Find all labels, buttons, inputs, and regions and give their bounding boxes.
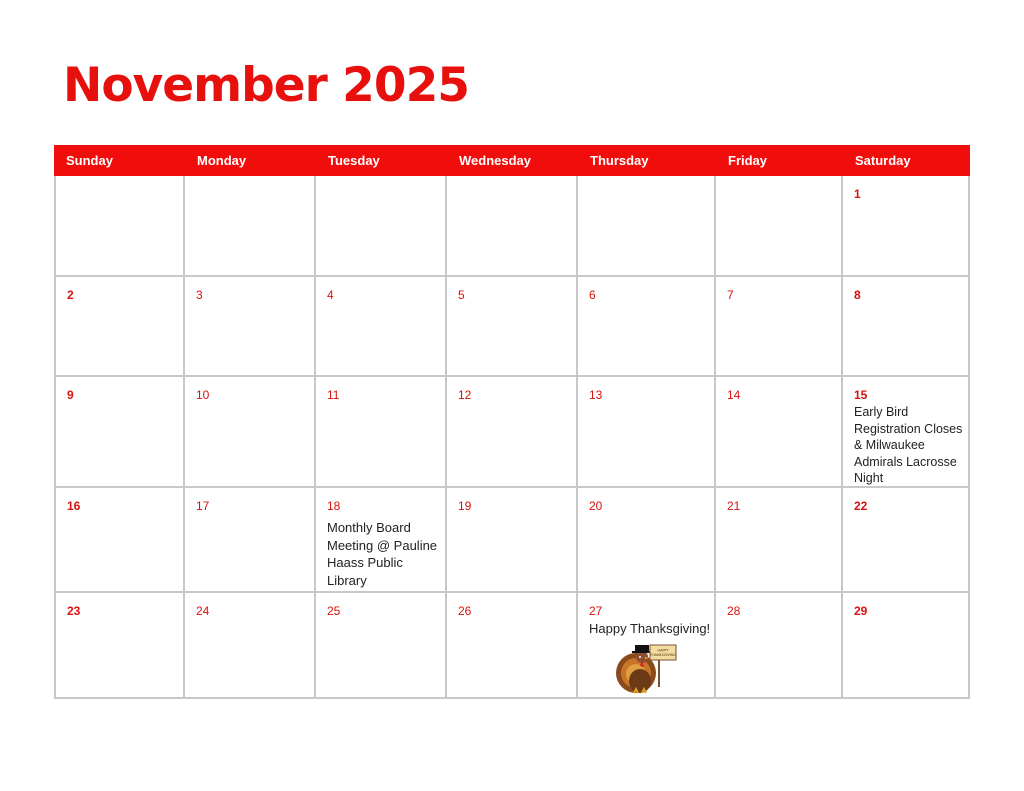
day-cell-20 (578, 488, 716, 593)
empty-day-cell (54, 176, 185, 277)
day-cell-21 (716, 488, 843, 593)
turkey-icon (614, 639, 678, 697)
day-cell-11 (316, 377, 447, 488)
weekday-header-tuesday: Tuesday (316, 145, 447, 176)
day-number: 16 (67, 499, 81, 513)
turkey-sign-text: THANKSGIVING (650, 653, 676, 657)
day-number: 19 (458, 499, 472, 513)
day-number: 12 (458, 388, 472, 402)
day-cell-27 (578, 593, 716, 699)
day-number: 15 (854, 388, 868, 402)
empty-day-cell (716, 176, 843, 277)
day-number: 26 (458, 604, 472, 618)
day-number: 20 (589, 499, 603, 513)
day-cell-18 (316, 488, 447, 593)
day-cell-29 (843, 593, 970, 699)
day-number: 29 (854, 604, 868, 618)
day-cell-9 (54, 377, 185, 488)
day-number: 9 (67, 388, 74, 402)
day-number: 27 (589, 604, 603, 618)
day-cell-16 (54, 488, 185, 593)
day-number: 23 (67, 604, 81, 618)
day-number: 11 (327, 388, 340, 402)
empty-day-cell (578, 176, 716, 277)
empty-day-cell (185, 176, 316, 277)
day-cell-26 (447, 593, 578, 699)
empty-day-cell (316, 176, 447, 277)
day-cell-19 (447, 488, 578, 593)
day-cell-4 (316, 277, 447, 377)
empty-day-cell (447, 176, 578, 277)
day-number: 6 (589, 288, 596, 302)
day-number: 14 (727, 388, 741, 402)
day-number: 5 (458, 288, 465, 302)
calendar-grid (54, 145, 970, 699)
day-number: 10 (196, 388, 210, 402)
day-number: 1 (854, 187, 861, 201)
day-number: 4 (327, 288, 334, 302)
day-cell-13 (578, 377, 716, 488)
day-cell-28 (716, 593, 843, 699)
event-text: Early Bird Registration Closes & Milwaukee Admirals Lacrosse Night (854, 405, 963, 485)
day-cell-17 (185, 488, 316, 593)
day-cell-10 (185, 377, 316, 488)
day-cell-6 (578, 277, 716, 377)
day-cell-14 (716, 377, 843, 488)
day-number: 13 (589, 388, 603, 402)
day-cell-23 (54, 593, 185, 699)
day-cell-15 (843, 377, 970, 488)
page-title: November 2025 (63, 58, 469, 113)
day-cell-2 (54, 277, 185, 377)
day-number: 22 (854, 499, 868, 513)
day-number: 18 (327, 499, 341, 513)
day-cell-7 (716, 277, 843, 377)
weekday-header-sunday: Sunday (54, 145, 185, 176)
event-text: Happy Thanksgiving! (589, 621, 711, 636)
day-cell-1 (843, 176, 970, 277)
turkey-sign-text: HAPPY (657, 648, 669, 653)
weekday-header-saturday: Saturday (843, 145, 970, 176)
day-number: 8 (854, 288, 861, 302)
day-number: 7 (727, 288, 734, 302)
day-cell-24 (185, 593, 316, 699)
day-cell-25 (316, 593, 447, 699)
weekday-header-monday: Monday (185, 145, 316, 176)
weekday-header-wednesday: Wednesday (447, 145, 578, 176)
day-number: 25 (327, 604, 341, 618)
weekday-header-friday: Friday (716, 145, 843, 176)
event-text: Monthly Board Meeting @ Pauline Haass Public Library (327, 520, 438, 588)
day-number: 3 (196, 288, 203, 302)
day-cell-3 (185, 277, 316, 377)
day-cell-8 (843, 277, 970, 377)
day-number: 21 (727, 499, 741, 513)
weekday-header-thursday: Thursday (578, 145, 716, 176)
day-cell-22 (843, 488, 970, 593)
day-number: 24 (196, 604, 210, 618)
day-cell-5 (447, 277, 578, 377)
day-cell-12 (447, 377, 578, 488)
day-number: 2 (67, 288, 74, 302)
day-number: 17 (196, 499, 210, 513)
day-number: 28 (727, 604, 741, 618)
